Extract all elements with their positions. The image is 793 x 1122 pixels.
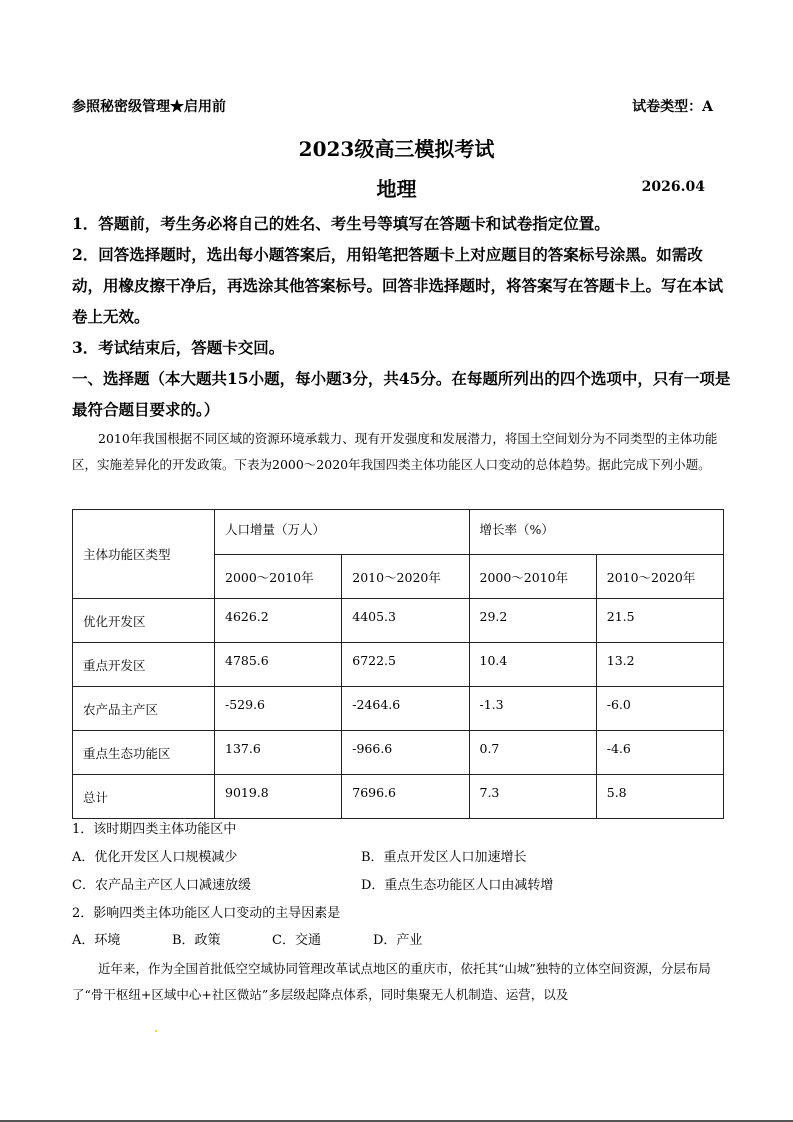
question-2-option-d[interactable]: D．产业 bbox=[373, 933, 423, 948]
question-1-option-d[interactable]: D．重点生态功能区人口由减转增 bbox=[361, 878, 554, 893]
table-cell: 10.4 bbox=[469, 643, 596, 687]
region-name: 重点生态功能区 bbox=[73, 731, 215, 775]
table-cell: 29.2 bbox=[469, 599, 596, 643]
instructions bbox=[72, 208, 732, 425]
instruction-2: 2．回答选择题时，选出每小题答案后，用铅笔把答题卡上对应题目的答案标号涂黑。如需改动，用橡皮擦干净后，再选涂其他答案标号。回答非选择题时，将答案写在答题卡上。写在本试卷上无效。 bbox=[72, 245, 724, 326]
table-cell: -4.6 bbox=[596, 731, 723, 775]
table-cell: -2464.6 bbox=[342, 687, 469, 731]
subject-title: 地理 bbox=[376, 177, 417, 201]
table-cell: -1.3 bbox=[469, 687, 596, 731]
region-name: 农产品主产区 bbox=[73, 687, 215, 731]
table-cell: 137.6 bbox=[215, 731, 342, 775]
question-1-option-c[interactable]: C．农产品主产区人口减速放缓 bbox=[72, 878, 251, 893]
table-cell: -6.0 bbox=[596, 687, 723, 731]
question-1-option-b[interactable]: B．重点开发区人口加速增长 bbox=[361, 850, 527, 865]
table-cell: 4405.3 bbox=[342, 599, 469, 643]
region-name: 优化开发区 bbox=[73, 599, 215, 643]
question-1-stem: 1．该时期四类主体功能区中 bbox=[72, 822, 237, 837]
table-row bbox=[73, 731, 724, 775]
sub-header: 2010～2020年 bbox=[596, 555, 723, 599]
exam-date: 2026.04 bbox=[641, 179, 705, 195]
table-cell: 21.5 bbox=[596, 599, 723, 643]
table-cell: 6722.5 bbox=[342, 643, 469, 687]
table-cell: 13.2 bbox=[596, 643, 723, 687]
exam-title: 2023级高三模拟考试 bbox=[298, 137, 495, 161]
table-cell: 5.8 bbox=[596, 775, 723, 819]
instruction-1: 1．答题前，考生务必将自己的姓名、考生号等填写在答题卡和试卷指定位置。 bbox=[72, 214, 610, 233]
question-1-option-a[interactable]: A．优化开发区人口规模减少 bbox=[72, 850, 238, 865]
sub-header: 2000～2010年 bbox=[469, 555, 596, 599]
table-cell: 9019.8 bbox=[215, 775, 342, 819]
question-2-option-b[interactable]: B．政策 bbox=[172, 933, 221, 948]
passage-2: 近年来，作为全国首批低空空域协同管理改革试点地区的重庆市，依托其“山城”独特的立体空间资源，分层布局了“骨干枢纽+区域中心+社区微站”多层级起降点体系，同时集聚无人机制造、运营，以及 bbox=[72, 961, 711, 1002]
instruction-3: 3．考试结束后，答题卡交回。 bbox=[72, 338, 285, 357]
confidential-label: 参照秘密级管理★启用前 bbox=[72, 99, 226, 115]
table-cell: 7.3 bbox=[469, 775, 596, 819]
row-header-label: 主体功能区类型 bbox=[73, 510, 215, 599]
table-cell: 4626.2 bbox=[215, 599, 342, 643]
question-2-option-a[interactable]: A．环境 bbox=[72, 933, 121, 948]
table-row bbox=[73, 599, 724, 643]
table-cell: 7696.6 bbox=[342, 775, 469, 819]
table-cell: 4785.6 bbox=[215, 643, 342, 687]
stray-mark bbox=[155, 1030, 157, 1032]
population-table bbox=[72, 509, 724, 819]
section-heading: 一、选择题（本大题共15小题，每小题3分，共45分。在每题所列出的四个选项中，只有一项是最符合题目要求的。） bbox=[72, 369, 731, 419]
table-row bbox=[73, 775, 724, 819]
region-name: 重点开发区 bbox=[73, 643, 215, 687]
paper-type: 试卷类型：A bbox=[632, 99, 713, 115]
question-2-option-c[interactable]: C．交通 bbox=[272, 933, 321, 948]
question-2-stem: 2．影响四类主体功能区人口变动的主导因素是 bbox=[72, 906, 341, 921]
table-cell: -529.6 bbox=[215, 687, 342, 731]
table-row bbox=[73, 643, 724, 687]
table-cell: -966.6 bbox=[342, 731, 469, 775]
region-name: 总计 bbox=[73, 775, 215, 819]
table-cell: 0.7 bbox=[469, 731, 596, 775]
passage-1: 2010年我国根据不同区域的资源环境承载力、现有开发强度和发展潜力，将国土空间划分为不同类型的主体功能区，实施差异化的开发政策。下表为2000～2020年我国四类主体功能区人口变动的总体趋势。据此完成下列小题。 bbox=[72, 431, 718, 472]
table-header-row bbox=[73, 510, 724, 555]
group-header: 人口增量（万人） bbox=[215, 510, 470, 555]
sub-header: 2010～2020年 bbox=[342, 555, 469, 599]
group-header: 增长率（%） bbox=[469, 510, 724, 555]
table-row bbox=[73, 687, 724, 731]
sub-header: 2000～2010年 bbox=[215, 555, 342, 599]
